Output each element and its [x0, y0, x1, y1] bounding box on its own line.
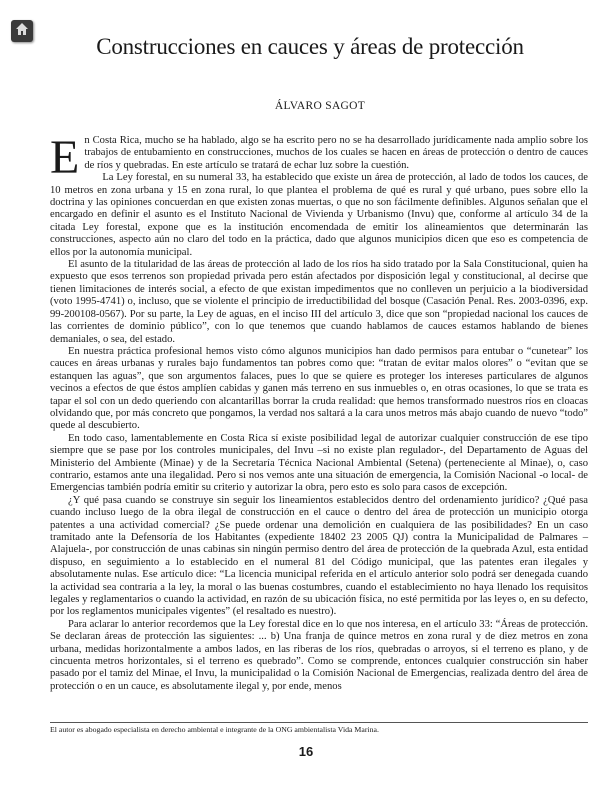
home-icon [15, 22, 29, 41]
page-number: 16 [298, 744, 314, 759]
paragraph-6: ¿Y qué pasa cuando se construye sin seguir los lineamientos establecidos dentro del ordenamiento jurídico? ¿Qué pasa cuando incluso luego de la obra ilegal de construcción en el cauce o dentro del área de protección un municipio otorga patentes a una actividad comercial? ¿Se puede ordenar una demolición en cualquiera de las posibilidades? En un caso tramitado ante la Defensoría de los Habitantes (expediente 18402 23 2005 QJ) contra la Municipalidad de Palmares –Alajuela-, por construcción de unas cabinas sin ningún permiso dentro del área de protección de la quebrada Azul, esta entidad dispuso, en seguimiento a lo establecido en el numeral 81 del Código municipal, que las patentes eran ilegales y absolutamente nulas. Ese artículo dice: “La licencia municipal referida en el artículo anterior solo podrá ser denegada cuando la actividad sea contraria a la ley, la moral o las buenas costumbres, cuando el establecimiento no haya llenado los requisitos legales y reglamentarios o cuando la actividad, en razón de su ubicación física, no esté permitida por las leyes o, en su defecto, por los reglamentos municipales vigentes” (el resaltado es nuestro). [50, 494, 588, 618]
paragraph-5: En todo caso, lamentablemente en Costa Rica sí existe posibilidad legal de autorizar cualquier construcción de ese tipo siempre que se pase por los controles municipales, del Invu –si no existe plan regulador-, del Departamento de Aguas del Ministerio del Ambiente (Minae) y de la Secretaría Técnica Nacional Ambiental (Setena) (perteneciente al Minae), o, caso contrario, estamos ante una ilegalidad. Pero si nos vemos ante una situación de emergencia, la Comisión Nacional -o local- de Emergencias también podría emitir su criterio y autorizar la obra, pero esto es solo para casos de excepción. [50, 432, 588, 494]
paragraph-7: Para aclarar lo anterior recordemos que la Ley forestal dice en lo que nos interesa, en el artículo 33: “Áreas de protección. Se declaran áreas de protección las siguientes: ... b) Una franja de quince metros en zona rural y de diez metros en zona urbana, medidas horizontalmente a ambos lados, en las riberas de los ríos, quebradas o arroyos, si el terreno es plano, y de cincuenta metros horizontales, si el terreno es quebrado”. Como se comprende, entonces cualquier construcción sin haber pasado por el tamiz del Minae, el Invu, la municipalidad o la Comisión Nacional de Emergencias, realizada dentro del área de protección o en un cauce, es absolutamente ilegal y, por ende, menos [50, 618, 588, 692]
article-title: Construcciones en cauces y áreas de protección [96, 34, 524, 59]
paragraph-4: En nuestra práctica profesional hemos visto cómo algunos municipios han dado permisos para entubar o “cunetear” los cauces en áreas urbanas y rurales bajo fundamentos tan pobres como que: “tratan de evitar malos olores” o “evitan que se estanquen las aguas”, que son argumentos falaces, pues lo que se quiere es proteger los intereses particulares de algunos vecinos a efectos de que éstos amplíen cabidas y ganen más terreno en sus inmuebles o, en otras ocasiones, lo que se trata es tapar el sol con un dedo queriendo con alcantarillas borrar la cruda realidad: que hemos transformado nuestros ríos en cloacas olvidando que, por más concreto que pongamos, la verdad nos saltará a la cara unos metros más abajo cuando de nuevo “todo” quede al descubierto. [50, 345, 588, 432]
drop-cap: E [50, 131, 80, 184]
author-footnote: El autor es abogado especialista en derecho ambiental e integrante de la ONG ambientalista Vida Marina. [50, 725, 379, 734]
article-body [50, 131, 588, 693]
footnote-divider [50, 722, 588, 723]
paragraph-1: En Costa Rica, mucho se ha hablado, algo se ha escrito pero no se ha desarrollado jurídicamente nada amplio sobre los trabajos de entubamiento en construcciones, muchos de los cuales se hacen en áreas de protección o dentro de cauces de ríos y quebradas. En este artículo se tratará de echar luz sobre la cuestión. [50, 131, 588, 184]
paragraph-3: El asunto de la titularidad de las áreas de protección al lado de los ríos ha sido tratado por la Sala Constitucional, quien ha expuesto que esos terrenos son propiedad privada pero están afectados por disposición legal y constitucional, al decirse que tienen limitaciones de interés social, a efecto de que existan impedimentos que no conlleven un perjuicio a la biodiversidad (voto 1995-4741) o, incluso, que se violente el principio de irreductibilidad del bosque (Casación Penal. Res. 2003-0396, exp. 99-200108-0567). Por su parte, la Ley de aguas, en el inciso III del artículo 3, dice que son “propiedad nacional los cauces de las corrientes de dominio público”, con lo que tenemos que cuando hablamos de cauces estamos hablando de bienes demaniales, o sea, del estado. [50, 259, 588, 345]
paragraph-2: La Ley forestal, en su numeral 33, ha establecido que existe un área de protección, al lado de todos los cauces, de 10 metros en zona urbana y 15 en zona rural, lo que plantea el problema de qué es rural y qué urbano, pues sobre ello la doctrina y las opiniones concuerdan en que existen zonas muertas, o que no son fácilmente definibles. Algunos señalan que el encargado en definir el asunto es el Instituto Nacional de Vivienda y Urbanismo (Invu) que, conforme al artículo 34 de la citada Ley forestal, expone que es la institución encomendada de emitir los alineamientos que determinarán las construcciones, aspecto aún no claro del todo en la práctica, dado que algunos municipios dicen que eso es competencia de ellos por la autonomía municipal. [50, 172, 588, 258]
home-button[interactable] [11, 20, 33, 42]
author-name: ÁLVARO SAGOT [274, 100, 366, 112]
